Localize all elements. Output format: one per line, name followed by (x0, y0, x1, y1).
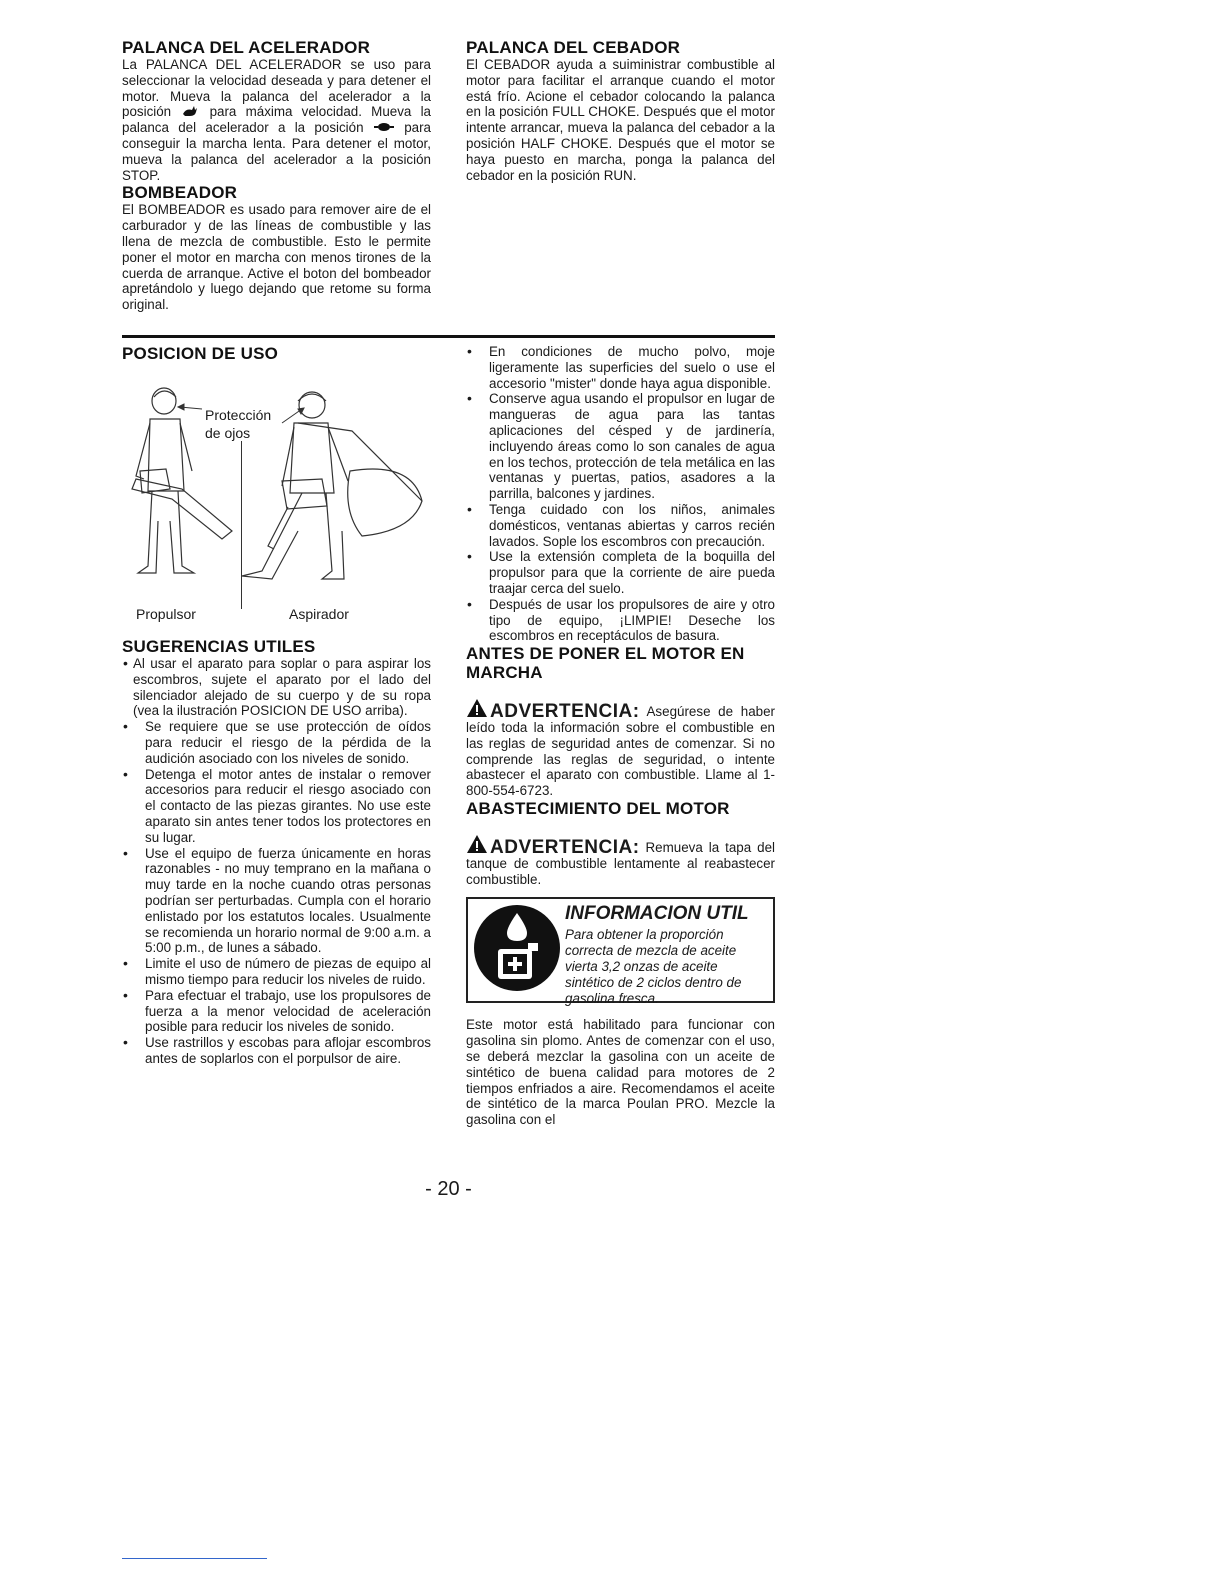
list-item: • Use la extensión completa de la boquilla del propulsor para que la corriente de aire pueda traajar cerca del suelo. (466, 549, 775, 596)
label-aspirador: Aspirador (289, 606, 349, 622)
list-item: • En condiciones de mucho polvo, moje ligeramente las superficies del suelo o use el accesorio "mister" donde haya agua disponible. (466, 344, 775, 391)
rabbit-fast-icon (180, 104, 200, 118)
section-divider (122, 335, 775, 338)
footer-line (122, 1558, 267, 1559)
posicion-uso-illustration (122, 371, 431, 622)
informacion-util-title: INFORMACION UTIL (565, 903, 749, 925)
turtle-slow-icon (373, 121, 395, 133)
motor-text: Este motor está habilitado para funcionar con gasolina sin plomo. Antes de comenzar con el uso, se deberá mezclar la gasolina con un aceite de sintético de buena calidad para motores de 2 tiempos enfriados a aire. Recomendamos el aceite de sintético de la marca Poulan PRO. Mezcle la gasolina con el (466, 1017, 775, 1128)
heading-palanca-cebador: PALANCA DEL CEBADOR (466, 38, 681, 57)
fuel-can-icon (472, 903, 562, 993)
list-item: • Para efectuar el trabajo, use los propulsores de fuerza a la menor velocidad de aceleración posible para reducir los niveles de sonido. (122, 988, 431, 1035)
advertencia-antes-text: Asegúrese de haber leído toda la información sobre el combustible en las reglas de seguridad antes de comenzar. Si no comprende las reglas de seguridad, o intente abastecer el aparato con combustible. Llame al 1-800-554-6723. (466, 704, 775, 799)
list-item: • Conserve agua usando el propulsor en lugar de mangueras de agua para las tantas aplicaciones del césped y de jardinería, incluyendo áreas como lo son canales de agua en los techos, protección de tela metálica en las ventanas y puertas, patios, asadores a la parrilla, balcones y jardines. (466, 391, 775, 502)
list-item: • Tenga cuidado con los niños, animales domésticos, ventanas abiertas y carros recién lavados. Sople los escombros con precaución. (466, 502, 775, 549)
acelerador-text-1: La PALANCA DEL ACELERADOR se uso para seleccionar la velocidad deseada y para detener el motor. Mueva la palanca del acelerador a la posición (122, 57, 431, 120)
heading-abastecimiento: ABASTECIMIENTO DEL MOTOR (466, 798, 730, 818)
warning-triangle-icon (466, 698, 488, 718)
figure-divider (241, 441, 242, 609)
list-item: • Al usar el aparato para soplar o para aspirar los escombros, sujete el aparato por el lado del silenciador alejado de su cuerpo y de su ropa (vea la ilustración POSICION DE USO arriba). (122, 656, 431, 719)
heading-bombeador: BOMBEADOR (122, 183, 238, 203)
label-proteccion-1: Protección (205, 407, 272, 423)
label-proteccion-2: de ojos (205, 425, 251, 441)
informacion-util-text: Para obtener la proporción correcta de mezcla de aceite vierta 3,2 onzas de aceite sintético de 2 ciclos dentro de gasolina fresca. (565, 927, 742, 1006)
advertencia-abastecimiento (466, 834, 775, 887)
right-bottom-column (466, 344, 775, 1128)
advertencia-label: ADVERTENCIA: (490, 701, 640, 723)
advertencia-antes (466, 698, 775, 799)
acelerador-text-2: para máxima velocidad. Mueva la palanca del acelerador a la posición (122, 104, 431, 136)
left-top-column (122, 38, 431, 313)
list-item: • Use rastrillos y escobas para aflojar escombros antes de soplarlos con el porpulsor de aire. (122, 1035, 431, 1067)
heading-posicion-uso: POSICION DE USO (122, 344, 279, 363)
advertencia-abastecimiento-text: Remueva la tapa del tanque de combustible lentamente al reabastecer combustible. (466, 839, 775, 887)
acelerador-text-3: para conseguir la marcha lenta. Para detener el motor, mueva la palanca del acelerador a la posición STOP. (122, 120, 431, 183)
sugerencias-list (122, 656, 431, 1067)
left-bottom-column (122, 344, 431, 1067)
consejos-list (466, 344, 775, 644)
advertencia-label: ADVERTENCIA: (490, 836, 640, 858)
warning-triangle-icon (466, 834, 488, 854)
list-item: • Se requiere que se use protección de oídos para reducir el riesgo de la pérdida de la audición asociado con los niveles de sonido. (122, 719, 431, 766)
bombeador-text: El BOMBEADOR es usado para remover aire de el carburador y de las líneas de combustible y las llena de mezcla de combustible. Esto le permite poner el motor en marcha con menos tirones de la cuerda de arranque. Active el boton del bombeador apretándolo y luego dejando que retome su forma original. (122, 202, 431, 313)
operator-figures-illustration (122, 371, 431, 596)
label-propulsor: Propulsor (136, 606, 196, 622)
heading-palanca-acelerador: PALANCA DEL ACELERADOR (122, 38, 371, 57)
informacion-util-box (466, 897, 775, 1006)
list-item: • Limite el uso de número de piezas de equipo al mismo tiempo para reducir los niveles de ruido. (122, 956, 431, 988)
heading-antes-poner: ANTES DE PONER EL MOTOR EN MARCHA (466, 644, 745, 683)
cebador-text: El CEBADOR ayuda a suiministrar combustible al motor para facilitar el arranque cuando el motor está frío. Acione el cebador colocando la palanca en la posición FULL CHOKE. Después que el motor intente arrancar, mueva la palanca del cebador a la posición HALF CHOKE. Después que el motor se haya puesto en marcha, ponga la palanca del cebador en la posición RUN. (466, 57, 775, 183)
acelerador-text (122, 57, 431, 183)
right-top-column (466, 38, 775, 183)
list-item: • Después de usar los propulsores de aire y otro tipo de equipo, ¡LIMPIE! Deseche los escombros en receptáculos de basura. (466, 597, 775, 644)
heading-sugerencias: SUGERENCIAS UTILES (122, 637, 316, 656)
list-item: • Detenga el motor antes de instalar o remover accesorios para reducir el riesgo asociado con el contacto de las piezas girantes. No use este aparato sin antes tener todos los protectores en su lugar. (122, 767, 431, 846)
list-item: • Use el equipo de fuerza únicamente en horas razonables - no muy temprano en la mañana o muy tarde en la noche cuando otras personas podrían ser perturbadas. Cumpla con el horario enlistado por los estatutos locales. Usualmente se recomienda un horario normal de 9:00 a.m. a 5:00 p.m., de lunes a sábado. (122, 846, 431, 957)
page-number: - 20 - (425, 1178, 472, 1200)
